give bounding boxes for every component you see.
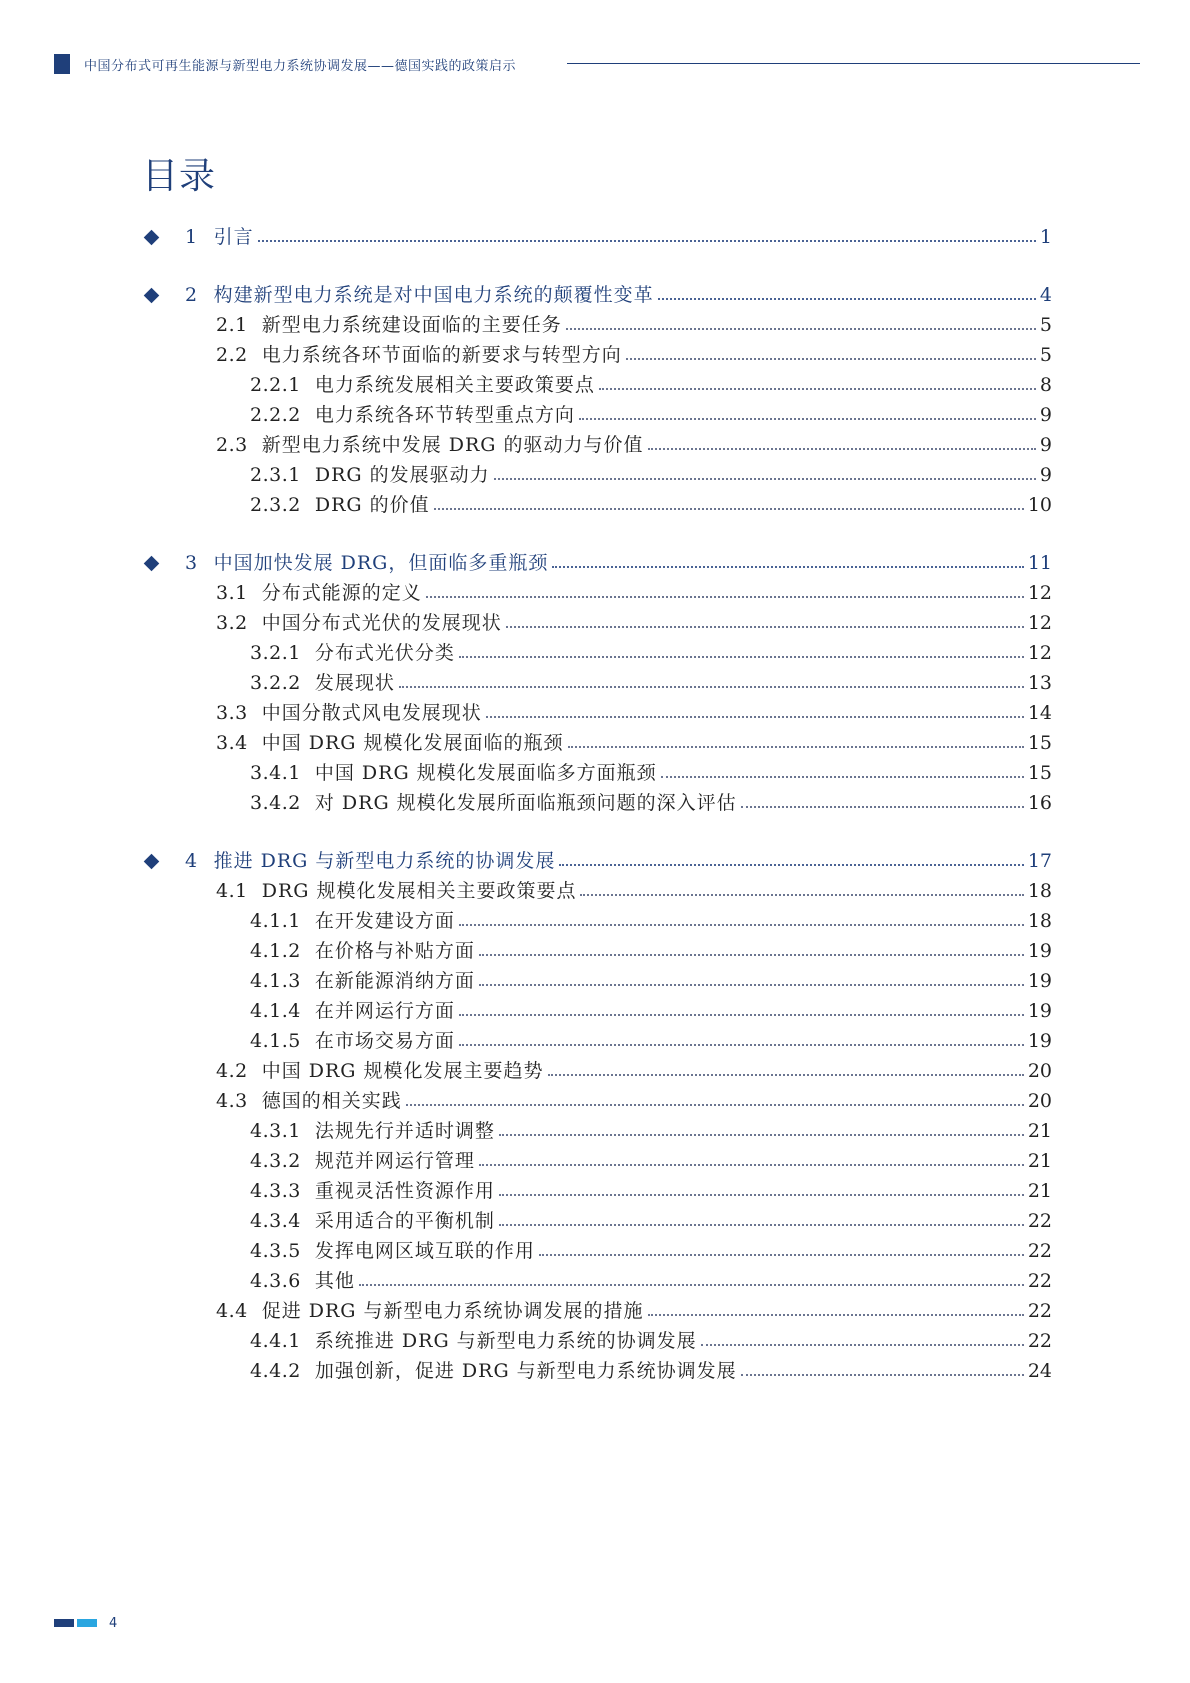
toc-entry-page: 21	[1027, 1180, 1052, 1202]
toc-entry-page: 5	[1039, 344, 1052, 366]
toc-entry-number: 4.3.1	[250, 1120, 301, 1142]
toc-entry-2-2[interactable]	[142, 340, 1052, 370]
toc-entry-page: 22	[1027, 1270, 1052, 1292]
dot-leader	[599, 388, 1036, 390]
toc-entry-3-4[interactable]	[142, 728, 1052, 758]
toc-entry-number: 4.1.2	[250, 940, 301, 962]
toc-entry-2-1[interactable]	[142, 310, 1052, 340]
toc-entry-title: 新型电力系统中发展 DRG 的驱动力与价值	[261, 434, 644, 456]
dot-leader	[566, 328, 1036, 330]
dot-leader	[661, 776, 1024, 778]
toc-entry-title: 构建新型电力系统是对中国电力系统的颠覆性变革	[213, 284, 654, 306]
toc-entry-title: 其他	[314, 1270, 355, 1292]
toc-entry-number: 4.3.5	[250, 1240, 301, 1262]
toc-entry-title: DRG 的价值	[314, 494, 430, 516]
toc-entry-2-3-2[interactable]	[142, 490, 1052, 520]
dot-leader	[548, 1074, 1024, 1076]
diamond-bullet-icon	[144, 229, 160, 245]
toc-entry-title: 重视灵活性资源作用	[314, 1180, 495, 1202]
toc-entry-4-1-3[interactable]	[142, 966, 1052, 996]
toc-entry-number: 4.1.1	[250, 910, 301, 932]
dot-leader	[459, 656, 1024, 658]
toc-entry-number: 4.1	[216, 880, 248, 902]
toc-entry-number: 2.3	[216, 434, 248, 456]
dot-leader	[499, 1224, 1024, 1226]
toc-entry-title: 系统推进 DRG 与新型电力系统的协调发展	[314, 1330, 697, 1352]
toc-entry-number: 4.3.4	[250, 1210, 301, 1232]
dot-leader	[258, 240, 1036, 242]
toc-entry-title: 电力系统各环节转型重点方向	[314, 404, 575, 426]
dot-leader	[648, 448, 1036, 450]
dot-leader	[479, 1164, 1024, 1166]
toc-entry-page: 20	[1027, 1060, 1052, 1082]
toc-entry-4-1-1[interactable]	[142, 906, 1052, 936]
toc-entry-title: 对 DRG 规模化发展所面临瓶颈问题的深入评估	[314, 792, 737, 814]
toc-entry-page: 9	[1039, 404, 1052, 426]
toc-entry-2-3[interactable]	[142, 430, 1052, 460]
toc-entry-page: 19	[1027, 970, 1052, 992]
toc-entry-page: 12	[1027, 612, 1052, 634]
toc-entry-2-3-1[interactable]	[142, 460, 1052, 490]
dot-leader	[701, 1344, 1024, 1346]
toc-entry-title: 中国分散式风电发展现状	[261, 702, 482, 724]
toc-entry-page: 8	[1039, 374, 1052, 396]
toc-entry-page: 5	[1039, 314, 1052, 336]
toc-entry-page: 12	[1027, 582, 1052, 604]
toc-entry-title: 分布式光伏分类	[314, 642, 455, 664]
toc-entry-number: 3.1	[216, 582, 248, 604]
toc-entry-title: 新型电力系统建设面临的主要任务	[261, 314, 562, 336]
toc-entry-page: 10	[1027, 494, 1052, 516]
toc-entry-4-3-6[interactable]	[142, 1266, 1052, 1296]
dot-leader	[626, 358, 1036, 360]
toc-entry-3-2[interactable]	[142, 608, 1052, 638]
diamond-bullet-icon	[144, 853, 160, 869]
toc-entry-page: 20	[1027, 1090, 1052, 1112]
dot-leader	[459, 1044, 1024, 1046]
dot-leader	[406, 1104, 1024, 1106]
toc-entry-page: 19	[1027, 940, 1052, 962]
toc-entry-number: 2.1	[216, 314, 248, 336]
toc-entry-page: 18	[1027, 910, 1052, 932]
toc-entry-number: 4.3.3	[250, 1180, 301, 1202]
toc-entry-title: 推进 DRG 与新型电力系统的协调发展	[213, 850, 556, 872]
table-of-contents	[142, 222, 1052, 1386]
toc-entry-4-3-4[interactable]	[142, 1206, 1052, 1236]
toc-entry-page: 13	[1027, 672, 1052, 694]
toc-entry-number: 2.3.1	[250, 464, 301, 486]
dot-leader	[568, 746, 1024, 748]
toc-entry-3[interactable]	[142, 548, 1052, 578]
page-number: 4	[109, 1615, 118, 1631]
dot-leader	[459, 1014, 1024, 1016]
toc-entry-4-3-1[interactable]	[142, 1116, 1052, 1146]
toc-entry-title: DRG 规模化发展相关主要政策要点	[261, 880, 577, 902]
toc-entry-4-1[interactable]	[142, 876, 1052, 906]
toc-entry-title: 在并网运行方面	[314, 1000, 455, 1022]
toc-entry-page: 22	[1027, 1210, 1052, 1232]
toc-entry-4-3[interactable]	[142, 1086, 1052, 1116]
toc-entry-title: 规范并网运行管理	[314, 1150, 475, 1172]
toc-entry-number: 3.4	[216, 732, 248, 754]
dot-leader	[658, 298, 1036, 300]
toc-entry-4-4[interactable]	[142, 1296, 1052, 1326]
diamond-bullet-icon	[144, 287, 160, 303]
toc-entry-title: 电力系统各环节面临的新要求与转型方向	[261, 344, 622, 366]
dot-leader	[399, 686, 1024, 688]
toc-entry-2-2-2[interactable]	[142, 400, 1052, 430]
toc-entry-title: 中国 DRG 规模化发展面临的瓶颈	[261, 732, 564, 754]
dot-leader	[459, 924, 1024, 926]
toc-entry-number: 4.3.6	[250, 1270, 301, 1292]
toc-entry-title: 法规先行并适时调整	[314, 1120, 495, 1142]
toc-entry-page: 1	[1039, 226, 1052, 248]
toc-entry-title: 中国 DRG 规模化发展主要趋势	[261, 1060, 544, 1082]
footer-bar-navy	[54, 1619, 74, 1627]
header-rule	[567, 63, 1140, 64]
toc-entry-3-2-1[interactable]	[142, 638, 1052, 668]
toc-entry-number: 4.2	[216, 1060, 248, 1082]
toc-entry-page: 15	[1027, 762, 1052, 784]
toc-entry-number: 3.4.1	[250, 762, 301, 784]
toc-entry-page: 21	[1027, 1120, 1052, 1142]
toc-entry-title: 在新能源消纳方面	[314, 970, 475, 992]
toc-entry-number: 1	[185, 226, 198, 248]
header-title: 中国分布式可再生能源与新型电力系统协调发展——德国实践的政策启示	[84, 59, 517, 74]
toc-entry-4-4-1[interactable]	[142, 1326, 1052, 1356]
toc-entry-4-4-2[interactable]	[142, 1356, 1052, 1386]
toc-entry-2[interactable]	[142, 280, 1052, 310]
toc-entry-number: 4.4	[216, 1300, 248, 1322]
toc-entry-4-1-5[interactable]	[142, 1026, 1052, 1056]
dot-leader	[499, 1134, 1024, 1136]
toc-entry-4-1-2[interactable]	[142, 936, 1052, 966]
toc-entry-3-4-2[interactable]	[142, 788, 1052, 818]
toc-entry-page: 9	[1039, 434, 1052, 456]
dot-leader	[434, 508, 1024, 510]
toc-entry-number: 4.1.4	[250, 1000, 301, 1022]
toc-entry-title: 引言	[213, 226, 254, 248]
dot-leader	[741, 1374, 1024, 1376]
toc-entry-number: 4.3	[216, 1090, 248, 1112]
toc-entry-title: 中国 DRG 规模化发展面临多方面瓶颈	[314, 762, 657, 784]
dot-leader	[486, 716, 1024, 718]
dot-leader	[552, 566, 1023, 568]
toc-heading: 目录	[142, 156, 217, 197]
toc-entry-number: 3.2.2	[250, 672, 301, 694]
toc-entry-4-3-2[interactable]	[142, 1146, 1052, 1176]
dot-leader	[539, 1254, 1024, 1256]
toc-entry-number: 2.2.1	[250, 374, 301, 396]
toc-entry-number: 3.4.2	[250, 792, 301, 814]
toc-entry-number: 3.3	[216, 702, 248, 724]
toc-entry-3-2-2[interactable]	[142, 668, 1052, 698]
toc-entry-title: 在价格与补贴方面	[314, 940, 475, 962]
toc-entry-title: 发挥电网区域互联的作用	[314, 1240, 535, 1262]
toc-entry-number: 3.2.1	[250, 642, 301, 664]
toc-entry-2-2-1[interactable]	[142, 370, 1052, 400]
toc-entry-number: 3.2	[216, 612, 248, 634]
page-footer	[54, 1617, 117, 1629]
toc-entry-page: 14	[1027, 702, 1052, 724]
toc-entry-title: 加强创新，促进 DRG 与新型电力系统协调发展	[314, 1360, 737, 1382]
toc-entry-title: 采用适合的平衡机制	[314, 1210, 495, 1232]
toc-entry-title: 在开发建设方面	[314, 910, 455, 932]
toc-entry-page: 22	[1027, 1330, 1052, 1352]
toc-entry-number: 4.3.2	[250, 1150, 301, 1172]
toc-entry-page: 24	[1027, 1360, 1052, 1382]
toc-entry-3-3[interactable]	[142, 698, 1052, 728]
toc-entry-number: 4.4.2	[250, 1360, 301, 1382]
header-square-mark	[54, 54, 70, 74]
toc-entry-title: 发展现状	[314, 672, 395, 694]
toc-entry-page: 21	[1027, 1150, 1052, 1172]
dot-leader	[494, 478, 1036, 480]
toc-entry-3-4-1[interactable]	[142, 758, 1052, 788]
toc-entry-number: 4	[185, 850, 198, 872]
toc-entry-number: 4.1.5	[250, 1030, 301, 1052]
toc-entry-3-1[interactable]	[142, 578, 1052, 608]
toc-entry-title: 促进 DRG 与新型电力系统协调发展的措施	[261, 1300, 644, 1322]
toc-entry-page: 15	[1027, 732, 1052, 754]
dot-leader	[648, 1314, 1024, 1316]
toc-entry-1[interactable]	[142, 222, 1052, 252]
toc-entry-number: 4.4.1	[250, 1330, 301, 1352]
toc-entry-title: 在市场交易方面	[314, 1030, 455, 1052]
toc-entry-number: 2.2	[216, 344, 248, 366]
toc-entry-page: 4	[1039, 284, 1052, 306]
toc-entry-number: 3	[185, 552, 198, 574]
toc-entry-page: 22	[1027, 1300, 1052, 1322]
dot-leader	[479, 954, 1024, 956]
toc-entry-page: 22	[1027, 1240, 1052, 1262]
toc-entry-title: 电力系统发展相关主要政策要点	[314, 374, 595, 396]
footer-bar-cyan	[77, 1619, 97, 1627]
dot-leader	[580, 894, 1023, 896]
toc-entry-title: DRG 的发展驱动力	[314, 464, 490, 486]
toc-entry-title: 德国的相关实践	[261, 1090, 402, 1112]
dot-leader	[499, 1194, 1024, 1196]
toc-entry-4-3-5[interactable]	[142, 1236, 1052, 1266]
dot-leader	[479, 984, 1024, 986]
toc-entry-page: 12	[1027, 642, 1052, 664]
dot-leader	[426, 596, 1024, 598]
toc-entry-page: 11	[1027, 552, 1052, 574]
toc-entry-page: 19	[1027, 1000, 1052, 1022]
dot-leader	[741, 806, 1024, 808]
dot-leader	[559, 864, 1023, 866]
running-header	[54, 54, 1140, 74]
toc-entry-number: 2	[185, 284, 198, 306]
toc-entry-4[interactable]	[142, 846, 1052, 876]
toc-entry-title: 中国加快发展 DRG，但面临多重瓶颈	[213, 552, 549, 574]
toc-entry-number: 2.2.2	[250, 404, 301, 426]
diamond-bullet-icon	[144, 555, 160, 571]
toc-entry-4-3-3[interactable]	[142, 1176, 1052, 1206]
dot-leader	[579, 418, 1036, 420]
toc-entry-4-1-4[interactable]	[142, 996, 1052, 1026]
toc-entry-page: 16	[1027, 792, 1052, 814]
toc-entry-page: 17	[1027, 850, 1052, 872]
toc-entry-4-2[interactable]	[142, 1056, 1052, 1086]
toc-entry-number: 4.1.3	[250, 970, 301, 992]
toc-entry-page: 18	[1027, 880, 1052, 902]
toc-entry-page: 9	[1039, 464, 1052, 486]
toc-entry-title: 中国分布式光伏的发展现状	[261, 612, 502, 634]
dot-leader	[359, 1284, 1024, 1286]
dot-leader	[506, 626, 1024, 628]
toc-entry-number: 2.3.2	[250, 494, 301, 516]
toc-entry-title: 分布式能源的定义	[261, 582, 422, 604]
toc-entry-page: 19	[1027, 1030, 1052, 1052]
